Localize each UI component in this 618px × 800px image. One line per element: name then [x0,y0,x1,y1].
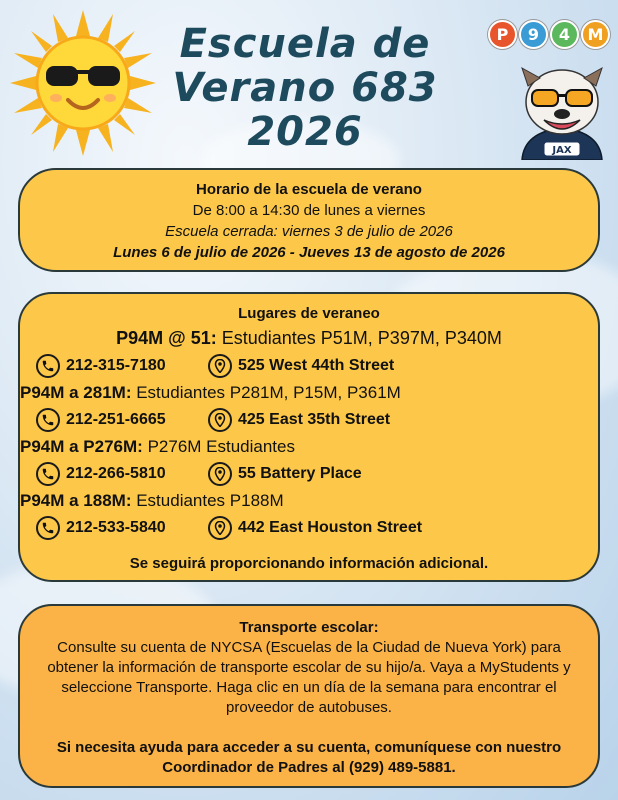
location-phone[interactable] [36,408,208,432]
transport-instructions: Consulte su cuenta de NYCSA (Escuelas de la Ciudad de Nueva York) para obtener la información de transporte escolar de su hijo/a. Vaya a MyStudents y seleccione Transporte. Haga clic en un día de la semana para encontrar el proveedor de autobuses. [47,639,571,716]
location-site: P94M a P276M: [20,437,143,456]
address-text: 442 East Houston Street [238,519,423,536]
location-heading [20,325,598,351]
hours-date-range: Lunes 6 de julio de 2026 - Jueves 13 de agosto de 2026 [113,244,505,261]
location-site: P94M @ 51: [116,328,217,348]
phone-number: 212-251-6665 [66,411,166,428]
summer-locations-panel [18,292,600,582]
hours-schedule: De 8:00 a 14:30 de lunes a viernes [192,202,426,219]
hours-title: Horario de la escuela de verano [196,181,422,198]
location-phone[interactable] [36,462,208,486]
location-address[interactable] [208,354,394,378]
location-pin-icon [208,408,232,432]
location-site: P94M a 281M: [20,383,132,402]
address-text: 525 West 44th Street [238,357,395,374]
phone-number: 212-533-5840 [66,519,166,536]
location-phone[interactable] [36,354,208,378]
page-title [150,22,460,154]
phone-icon [36,516,60,540]
school-transport-panel [18,604,600,788]
transport-title: Transporte escolar: [239,619,379,636]
location-heading [20,435,598,459]
logo-letter: M [581,20,610,49]
address-text: 55 Battery Place [238,465,362,482]
phone-number: 212-315-7180 [66,357,166,374]
mascot-label: JAX [552,145,572,156]
phone-icon [36,408,60,432]
phone-icon [36,354,60,378]
logo-letter: P [488,20,517,49]
summer-hours-panel [18,168,600,272]
title-line-3: 2026 [247,109,363,155]
location-students: Estudiantes P281M, P15M, P361M [131,383,401,402]
sun-with-sunglasses-icon [8,8,158,158]
locations-footer-note: Se seguirá proporcionando información adicional. [129,555,489,572]
location-students: P276M Estudiantes [142,437,295,456]
location-contacts [20,513,598,543]
school-logo [488,20,612,54]
location-contacts [20,459,598,489]
location-heading [20,489,598,513]
location-pin-icon [208,354,232,378]
location-pin-icon [208,462,232,486]
hours-closed-note: Escuela cerrada: viernes 3 de julio de 2026 [165,223,453,240]
logo-letter: 4 [550,20,579,49]
title-line-1: Escuela de [179,21,431,67]
location-site: P94M a 188M: [20,491,132,510]
location-contacts [20,351,598,381]
location-contacts [20,405,598,435]
title-line-2: Verano 683 [172,65,438,111]
location-pin-icon [208,516,232,540]
bulldog-mascot-icon [514,62,610,160]
location-phone[interactable] [36,516,208,540]
location-heading [20,381,598,405]
location-students: Estudiantes P188M [131,491,284,510]
locations-title: Lugares de veraneo [238,305,380,322]
location-students: Estudiantes P51M, P397M, P340M [216,328,502,348]
location-address[interactable] [208,516,422,540]
address-text: 425 East 35th Street [238,411,391,428]
transport-help-contact: Si necesita ayuda para acceder a su cuenta, comuníquese con nuestro Coordinador de Padres al (929) 489-5881. [56,739,562,776]
phone-number: 212-266-5810 [66,465,166,482]
location-address[interactable] [208,408,390,432]
logo-letter: 9 [519,20,548,49]
phone-icon [36,462,60,486]
location-address[interactable] [208,462,362,486]
